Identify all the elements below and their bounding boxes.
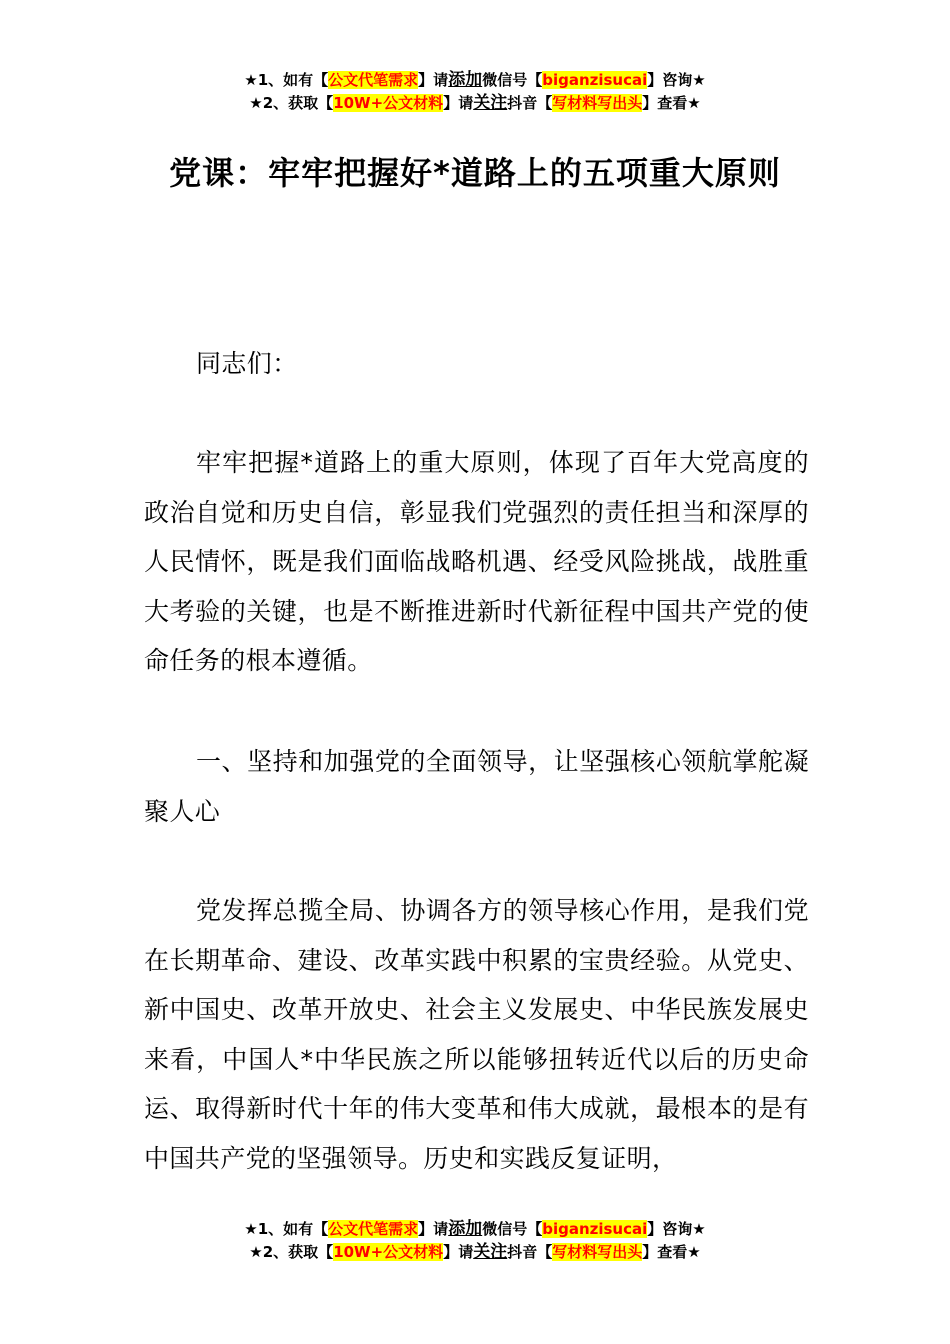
banner-highlight: 10W+公文材料: [333, 94, 444, 112]
banner-text: 】查看★: [642, 1243, 701, 1261]
document-title: 党课：牢牢把握好*道路上的五项重大原则: [169, 154, 781, 192]
banner-text: 抖音【: [507, 94, 553, 112]
banner-highlight: 公文代笔需求: [328, 1220, 419, 1238]
banner-highlight-wechat-id: biganzisucai: [542, 1220, 648, 1238]
paragraph-section-1: 党发挥总揽全局、协调各方的领导核心作用，是我们党在长期革命、建设、改革实践中积累的宝贵经验。从党史、新中国史、改革开放史、社会主义发展史、中华民族发展史来看，中国人*中华民族之所以能够扭转近代以后的历史命运、取得新时代十年的伟大变革和伟大成就，最根本的是有中国共产党的坚强领导。历史和实践反复证明，: [144, 896, 809, 1173]
banner-line-2: [0, 92, 950, 115]
banner-text: 微信号【: [482, 1220, 543, 1238]
banner-highlight: 公文代笔需求: [328, 71, 419, 89]
section-heading-1: 一、坚持和加强党的全面领导，让坚强核心领航掌舵凝聚人心: [144, 747, 809, 826]
banner-line-1: [0, 1218, 950, 1241]
salutation: 同志们：: [196, 349, 298, 378]
banner-text: 】请: [418, 71, 449, 89]
banner-emphasis: 关注: [473, 93, 508, 113]
top-banner: [0, 69, 950, 115]
bottom-banner: [0, 1218, 950, 1264]
banner-text: ★2、获取【: [249, 94, 334, 112]
banner-text: 】查看★: [642, 94, 701, 112]
banner-text: 】请: [443, 94, 474, 112]
banner-emphasis: 关注: [473, 1242, 508, 1262]
banner-emphasis: 添加: [448, 70, 483, 90]
banner-text: 】咨询★: [647, 71, 706, 89]
banner-text: 】咨询★: [647, 1220, 706, 1238]
banner-text: 抖音【: [507, 1243, 553, 1261]
banner-text: 】请: [443, 1243, 474, 1261]
banner-emphasis: 添加: [448, 1219, 483, 1239]
banner-text: ★1、如有【: [244, 71, 329, 89]
banner-highlight-douyin: 写材料写出头: [552, 94, 643, 112]
banner-text: 微信号【: [482, 71, 543, 89]
banner-text: 】请: [418, 1220, 449, 1238]
banner-text: ★2、获取【: [249, 1243, 334, 1261]
paragraph-intro: 牢牢把握*道路上的重大原则，体现了百年大党高度的政治自觉和历史自信，彰显我们党强烈的责任担当和深厚的人民情怀，既是我们面临战略机遇、经受风险挑战，战胜重大考验的关键，也是不断推进新时代新征程中国共产党的使命任务的根本遵循。: [144, 448, 809, 675]
banner-highlight-douyin: 写材料写出头: [552, 1243, 643, 1261]
banner-highlight-wechat-id: biganzisucai: [542, 71, 648, 89]
banner-highlight: 10W+公文材料: [333, 1243, 444, 1261]
banner-text: ★1、如有【: [244, 1220, 329, 1238]
banner-line-1: [0, 69, 950, 92]
banner-line-2: [0, 1241, 950, 1264]
